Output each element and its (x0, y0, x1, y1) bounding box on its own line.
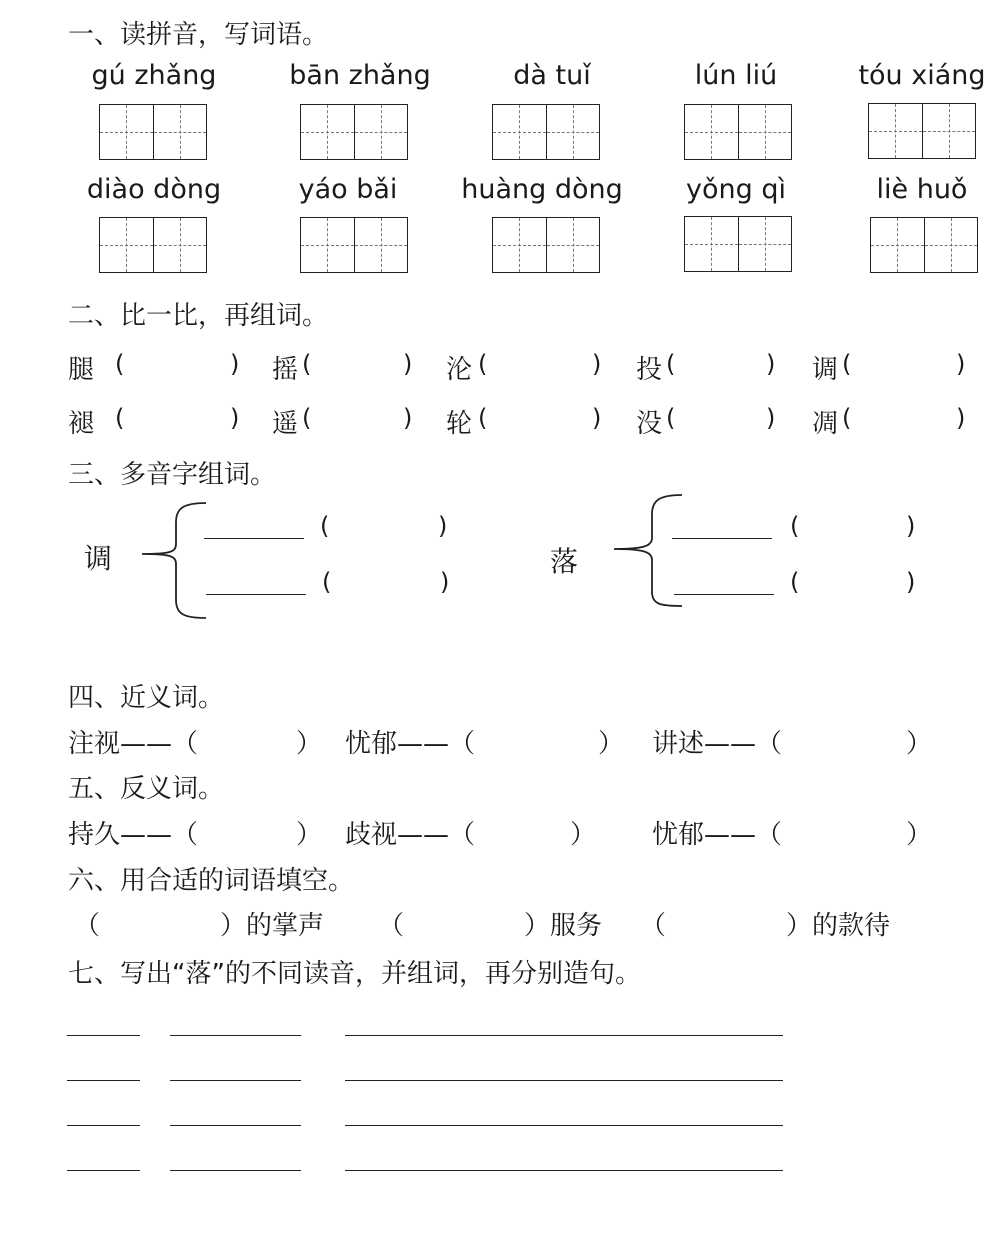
compare-char: 沦 (446, 355, 473, 385)
compare-char: 没 (636, 409, 663, 439)
paren-open: ( (115, 404, 125, 432)
answer-line[interactable] (170, 1035, 301, 1036)
paren-close: ) (403, 404, 413, 432)
answer-line[interactable] (67, 1125, 140, 1126)
paren-open: ( (115, 350, 125, 378)
pinyin-1-3: dà tuǐ (513, 60, 591, 91)
answer-line[interactable] (170, 1170, 301, 1171)
writing-grid[interactable] (870, 217, 978, 273)
compare-char: 摇 (272, 355, 299, 385)
writing-grid[interactable] (492, 217, 600, 273)
paren-open: （ (378, 911, 405, 941)
paren-close: ） (296, 820, 323, 850)
paren-close: ) (438, 512, 448, 540)
writing-grid[interactable] (99, 217, 207, 273)
answer-line[interactable] (674, 594, 774, 595)
synonym-prompt: 忧郁——（ (345, 729, 476, 759)
polyphonic-char: 调 (84, 542, 113, 575)
answer-line[interactable] (67, 1035, 140, 1036)
section-1-heading: 一、读拼音，写词语。 (68, 20, 329, 50)
writing-grid[interactable] (300, 104, 408, 160)
synonym-prompt: 注视——（ (68, 729, 199, 759)
paren-open: ( (842, 404, 852, 432)
paren-close: ) (592, 350, 602, 378)
writing-grid[interactable] (99, 104, 207, 160)
paren-close: ） (570, 820, 597, 850)
pinyin-1-1: gú zhǎng (91, 60, 217, 91)
pinyin-2-1: diào dòng (86, 174, 222, 205)
synonym-prompt: 讲述——（ (652, 729, 783, 759)
answer-line[interactable] (345, 1080, 783, 1081)
brace (612, 492, 686, 610)
paren-close: ) (956, 350, 966, 378)
compare-char: 调 (812, 355, 839, 385)
paren-open: ( (842, 350, 852, 378)
section-6-heading: 六、用合适的词语填空。 (68, 866, 355, 896)
compare-char: 轮 (446, 409, 473, 439)
fill-phrase: ）的款待 (786, 911, 891, 941)
section-2-heading: 二、比一比，再组词。 (68, 301, 329, 331)
paren-close: ） (906, 820, 933, 850)
writing-grid[interactable] (684, 216, 792, 272)
paren-open: ( (302, 404, 312, 432)
pinyin-2-2: yáo bǎi (298, 174, 398, 205)
pinyin-2-5: liè huǒ (876, 174, 968, 205)
paren-close: ) (440, 568, 450, 596)
answer-line[interactable] (170, 1080, 301, 1081)
answer-line[interactable] (345, 1170, 783, 1171)
answer-line[interactable] (672, 538, 772, 539)
paren-open: ( (322, 568, 332, 596)
answer-line[interactable] (67, 1080, 140, 1081)
section-7-heading: 七、写出“落”的不同读音，并组词，再分别造句。 (68, 959, 641, 989)
answer-line[interactable] (345, 1125, 783, 1126)
pinyin-2-3: huàng dòng (461, 174, 623, 205)
compare-char: 褪 (68, 409, 95, 439)
paren-open: （ (74, 911, 101, 941)
answer-line[interactable] (206, 594, 306, 595)
answer-line[interactable] (204, 538, 304, 539)
pinyin-1-4: lún liú (694, 60, 778, 91)
paren-open: （ (640, 911, 667, 941)
answer-line[interactable] (67, 1170, 140, 1171)
section-5-heading: 五、反义词。 (68, 774, 225, 804)
paren-close: ） (906, 729, 933, 759)
section-3-heading: 三、多音字组词。 (68, 460, 277, 490)
antonym-prompt: 歧视——（ (345, 820, 476, 850)
paren-close: ) (592, 404, 602, 432)
paren-close: ) (956, 404, 966, 432)
fill-phrase: ）的掌声 (220, 911, 325, 941)
pinyin-1-5: tóu xiáng (858, 60, 986, 91)
paren-close: ) (766, 404, 776, 432)
writing-grid[interactable] (868, 103, 976, 159)
fill-phrase: ）服务 (524, 911, 603, 941)
writing-grid[interactable] (684, 104, 792, 160)
antonym-prompt: 持久——（ (68, 820, 199, 850)
paren-close: ) (906, 568, 916, 596)
paren-close: ） (296, 729, 323, 759)
answer-line[interactable] (170, 1125, 301, 1126)
paren-close: ) (766, 350, 776, 378)
compare-char: 投 (636, 355, 663, 385)
paren-open: ( (302, 350, 312, 378)
answer-line[interactable] (345, 1035, 783, 1036)
paren-open: ( (478, 404, 488, 432)
pinyin-2-4: yǒng qì (686, 174, 786, 205)
paren-close: ) (906, 512, 916, 540)
paren-open: ( (320, 512, 330, 540)
paren-open: ( (790, 512, 800, 540)
paren-open: ( (478, 350, 488, 378)
paren-close: ） (598, 729, 625, 759)
paren-open: ( (666, 350, 676, 378)
writing-grid[interactable] (300, 217, 408, 273)
paren-close: ) (230, 350, 240, 378)
section-4-heading: 四、近义词。 (68, 683, 225, 713)
compare-char: 腿 (68, 355, 95, 385)
brace (140, 500, 210, 622)
compare-char: 遥 (272, 409, 299, 439)
paren-open: ( (666, 404, 676, 432)
paren-open: ( (790, 568, 800, 596)
polyphonic-char: 落 (550, 545, 579, 578)
paren-close: ) (230, 404, 240, 432)
compare-char: 凋 (812, 409, 839, 439)
writing-grid[interactable] (492, 104, 600, 160)
antonym-prompt: 忧郁——（ (652, 820, 783, 850)
pinyin-1-2: bān zhǎng (289, 60, 431, 91)
paren-close: ) (403, 350, 413, 378)
